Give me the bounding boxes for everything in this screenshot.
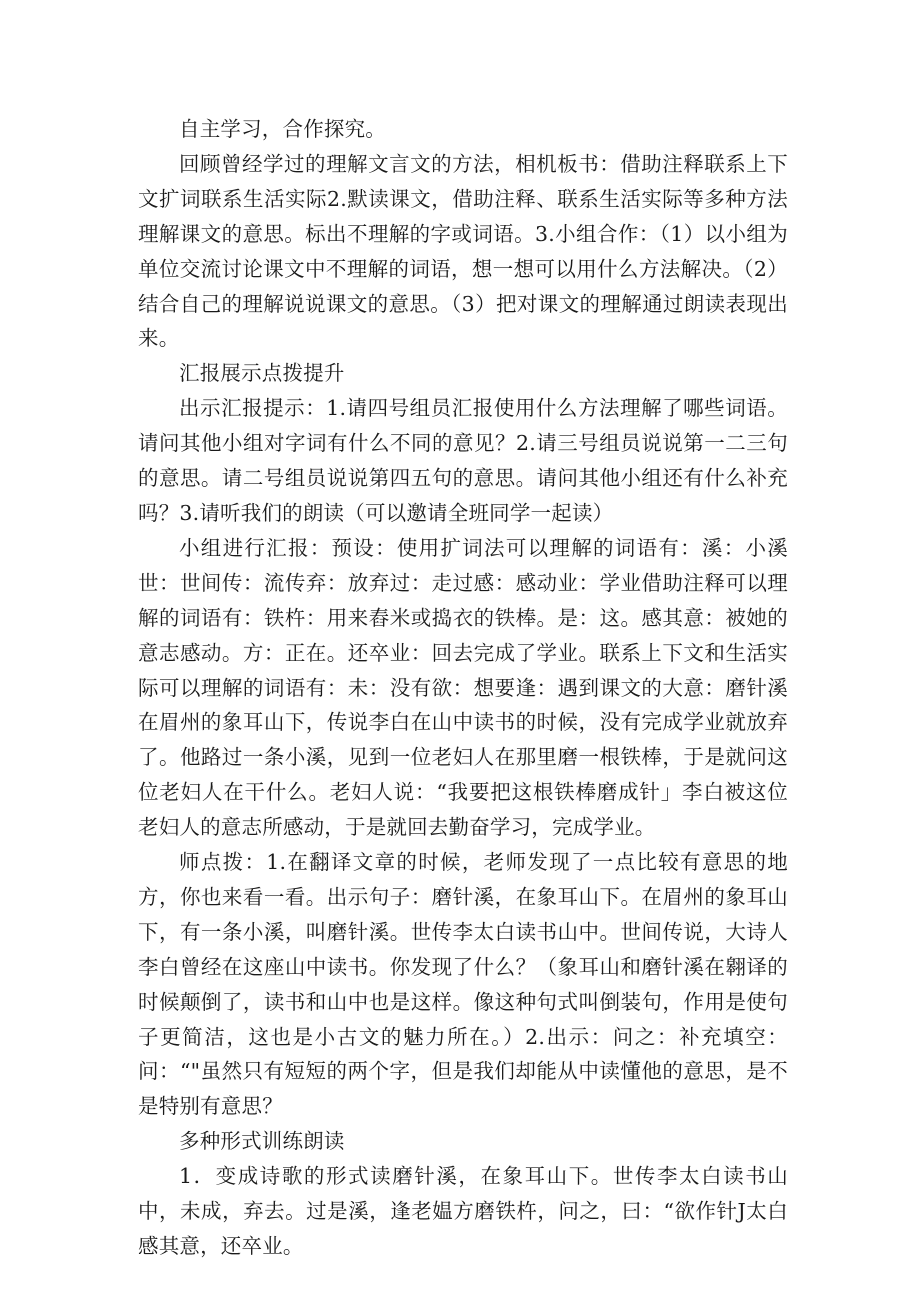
- paragraph-heading-report: 汇报展示点拨提升: [179, 361, 345, 386]
- paragraph-review-methods: 回顾曾经学过的理解文言文的方法，相机板书：借助注释联系上下文扩词联系生活实际2.默读课文，借助注释、联系生活实际等多种方法理解课文的意思。标出不理解的字或词语。3.小组合作：（1）以小组为单位交流讨论课文中不理解的词语，想一想可以用什么方法解决。（2）结合自己的理解说说课文的意思。（3）把对课文的理解通过朗读表现出来。: [138, 151, 788, 351]
- document-body: [138, 112, 788, 1264]
- paragraph-heading-reading: 多种形式训练朗读: [179, 1129, 345, 1154]
- paragraph-group-report: 小组进行汇报：预设：使用扩词法可以理解的词语有：溪：小溪世：世间传：流传弃：放弃过：走过感：感动业：学业借助注释可以理解的词语有：铁杵：用来舂米或捣衣的铁棒。是：这。感其意：被她的意志感动。方：正在。还卒业：回去完成了学业。联系上下文和生活实际可以理解的词语有：未：没有欲：想要逢：遇到课文的大意：磨针溪在眉州的象耳山下，传说李白在山中读书的时候，没有完成学业就放弃了。他路过一条小溪，见到一位老妇人在那里磨一根铁棒，于是就问这位老妇人在干什么。老妇人说：“我要把这根铁棒磨成针」李白被这位老妇人的意志所感动，于是就回去勤奋学习，完成学业。: [138, 535, 788, 840]
- paragraph-heading-self-study: 自主学习，合作探究。: [179, 117, 386, 141]
- paragraph-teacher-guidance: 师点拨：1.在翻译文章的时候，老师发现了一点比较有意思的地方，你也来看一看。出示句子：磨针溪，在象耳山下。在眉州的象耳山下，有一条小溪，叫磨针溪。世传李太白读书山中。世间传说，大诗人李白曾经在这座山中读书。你发现了什么？（象耳山和磨针溪在翱译的时候颠倒了，读书和山中也是这样。像这种句式叫倒装句，作用是使句子更简洁，这也是小古文的魅力所在。）2.出示：问之：补充填空：问：“"虽然只有短短的两个字，但是我们却能从中读懂他的意思，是不是特别有意思？: [138, 850, 788, 1119]
- paragraph-poem-reading: 1．变成诗歌的形式读磨针溪，在象耳山下。世传李太白读书山中，未成，弃去。过是溪，逢老媪方磨铁杵，问之，曰：“欲作针J太白感其意，还卒业。: [138, 1164, 788, 1258]
- paragraph-report-prompts: 出示汇报提示：1.请四号组员汇报使用什么方法理解了哪些词语。请问其他小组对字词有什么不同的意见？2.请三号组员说说第一二三句的意思。请二号组员说说第四五句的意思。请问其他小组还有什么补充吗？3.请听我们的朗读（可以邀请全班同学一起读）: [138, 396, 788, 525]
